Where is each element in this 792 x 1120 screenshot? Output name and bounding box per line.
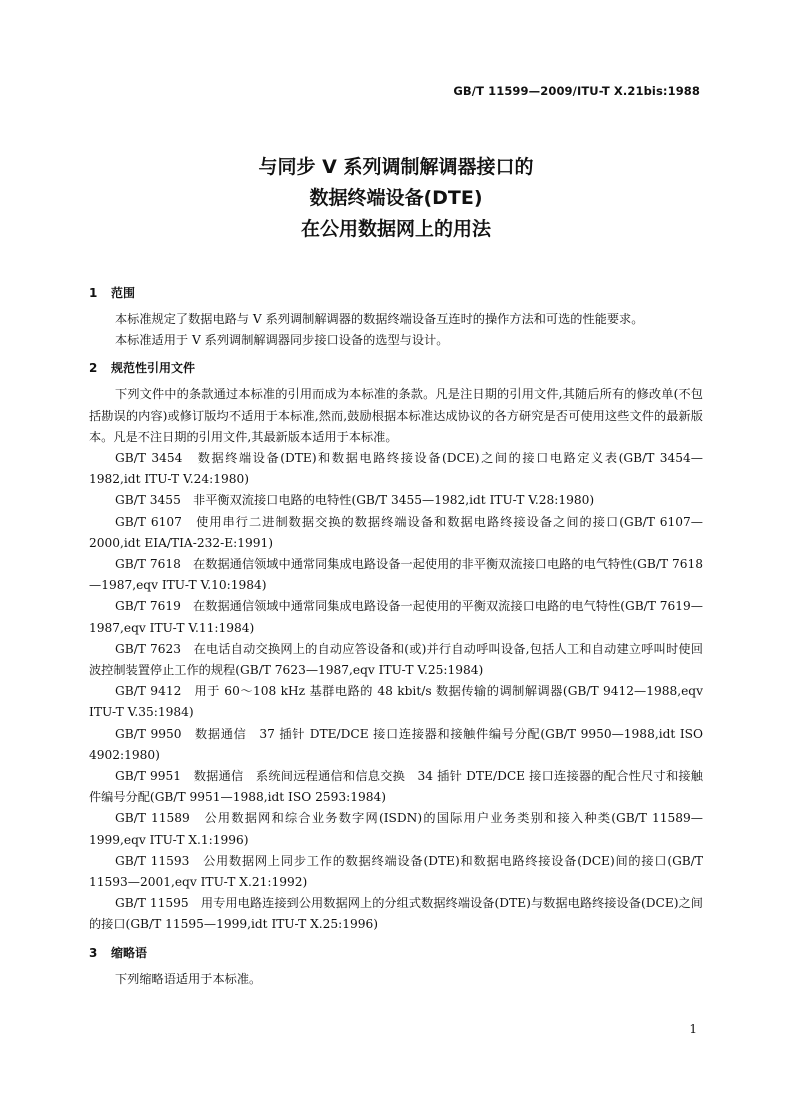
section-heading-abbreviations [89,942,703,964]
section-heading-scope [89,282,703,304]
section-number: 2 [89,361,98,376]
section-heading-normative-references [89,357,703,379]
section-title: 范围 [111,286,136,300]
section-title: 缩略语 [111,945,148,960]
document-body [89,278,703,990]
paragraph: 下列缩略语适用于本标准。 [115,971,262,986]
paragraph: 本标准规定了数据电路与 V 系列调制解调器的数据终端设备互连时的操作方法和可选的性能要求。 [115,312,644,326]
reference-item: GB/T 9412 用于 60～108 kHz 基群电路的 48 kbit/s 数据传输的调制解调器(GB/T 9412—1988,eqv ITU-T V.35:1984) [89,684,703,720]
section-number: 3 [89,945,98,960]
paragraph: 本标准适用于 V 系列调制解调器同步接口设备的选型与设计。 [115,333,449,348]
section-number: 1 [89,286,98,300]
title-line-2: 数据终端设备(DTE) [309,187,483,209]
reference-item: GB/T 11589 公用数据网和综合业务数字网(ISDN)的国际用户业务类别和接入种类(GB/T 11589—1999,eqv ITU-T X.1:1996) [89,811,703,847]
reference-item: GB/T 6107 使用串行二进制数据交换的数据终端设备和数据电路终接设备之间的接口(GB/T 6107—2000,idt EIA/TIA-232-E:1991) [89,514,703,550]
reference-item: GB/T 11593 公用数据网上同步工作的数据终端设备(DTE)和数据电路终接设备(DCE)间的接口(GB/T 11593—2001,eqv ITU-T X.21:1992) [89,853,703,890]
title-line-3: 在公用数据网上的用法 [300,218,491,240]
paragraph: 下列文件中的条款通过本标准的引用而成为本标准的条款。凡是注日期的引用文件,其随后所有的修改单(不包括勘误的内容)或修订版均不适用于本标准,然而,鼓励根据本标准达成协议的各方研究是否可使用这些文件的最新版本。凡是不注日期的引用文件,其最新版本适用于本标准。 [89,387,703,444]
page-number: 1 [689,1022,697,1036]
reference-item: GB/T 9950 数据通信 37 插针 DTE/DCE 接口连接器和接触件编号分配(GB/T 9950—1988,idt ISO 4902:1980) [89,726,703,762]
section-title: 规范性引用文件 [111,361,196,376]
reference-item: GB/T 11595 用专用电路连接到公用数据网上的分组式数据终端设备(DTE)与数据电路终接设备(DCE)之间的接口(GB/T 11595—1999,idt ITU-T X.25:1996) [89,896,703,932]
reference-item: GB/T 7623 在电话自动交换网上的自动应答设备和(或)并行自动呼叫设备,包括人工和自动建立呼叫时使回波控制装置停止工作的规程(GB/T 7623—1987,eqv ITU-T V.25:1984) [89,641,703,678]
reference-item: GB/T 3454 数据终端设备(DTE)和数据电路终接设备(DCE)之间的接口电路定义表(GB/T 3454—1982,idt ITU-T V.24:1980) [89,451,703,487]
document-title [0,152,792,245]
reference-item: GB/T 9951 数据通信 系统间远程通信和信息交换 34 插针 DTE/DCE 接口连接器的配合性尺寸和接触件编号分配(GB/T 9951—1988,idt ISO 2593:1984) [89,769,703,805]
reference-item: GB/T 7619 在数据通信领域中通常同集成电路设备一起使用的平衡双流接口电路的电气特性(GB/T 7619—1987,eqv ITU-T V.11:1984) [89,599,703,635]
reference-item: GB/T 7618 在数据通信领域中通常同集成电路设备一起使用的非平衡双流接口电路的电气特性(GB/T 7618—1987,eqv ITU-T V.10:1984) [89,557,703,593]
standard-code-header: GB/T 11599—2009/ITU-T X.21bis:1988 [453,84,700,98]
title-line-1: 与同步 V 系列调制解调器接口的 [258,156,534,178]
reference-item: GB/T 3455 非平衡双流接口电路的电特性(GB/T 3455—1982,idt ITU-T V.28:1980) [115,493,595,508]
